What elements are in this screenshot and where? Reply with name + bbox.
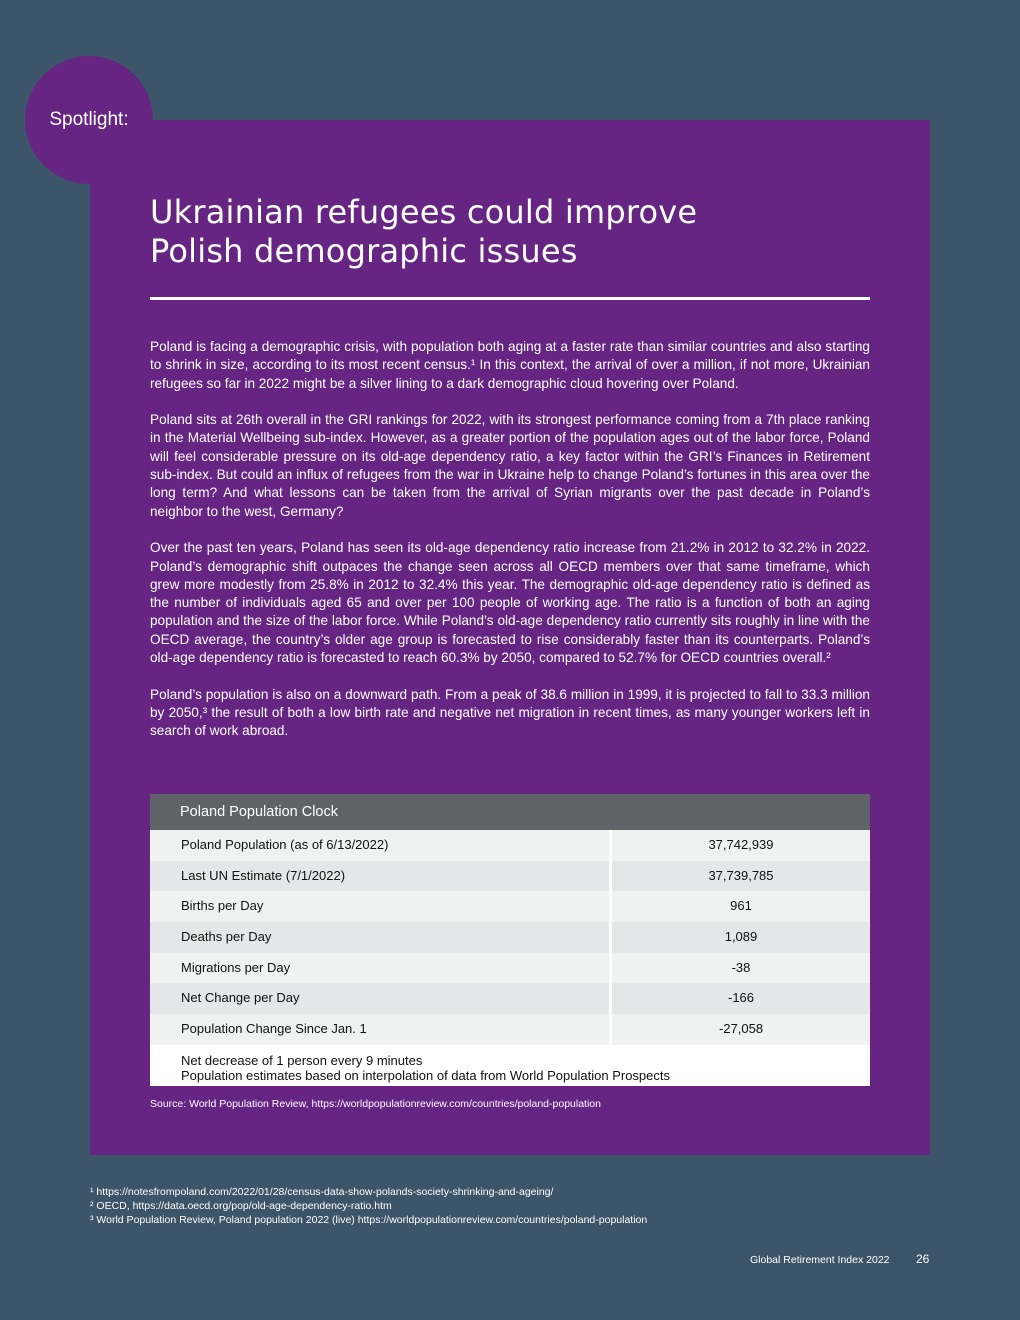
- row-value: 37,739,785: [609, 861, 870, 892]
- table-row: [150, 1014, 870, 1045]
- table-title: Poland Population Clock: [150, 794, 870, 830]
- spotlight-badge: [25, 56, 153, 184]
- publication-name: Global Retirement Index 2022: [750, 1254, 890, 1266]
- page-title: [150, 193, 870, 271]
- row-value: -38: [609, 953, 870, 984]
- row-label: Population Change Since Jan. 1: [181, 1021, 367, 1037]
- row-label: Last UN Estimate (7/1/2022): [181, 867, 346, 883]
- page-number: 26: [916, 1252, 930, 1266]
- row-value: 961: [609, 891, 870, 922]
- footnote: ¹ https://notesfrompoland.com/2022/01/28/census-data-show-polands-society-shrinking-and-ageing/: [90, 1186, 554, 1198]
- row-label: Births per Day: [181, 898, 264, 914]
- row-value: -27,058: [609, 1014, 870, 1045]
- population-clock-table: [150, 794, 870, 1086]
- footnotes: [90, 1185, 647, 1227]
- footnote: ³ World Population Review, Poland population 2022 (live) https://worldpopulationreview.com/countries/poland-population: [90, 1214, 648, 1226]
- footnote: ² OECD, https://data.oecd.org/pop/old-age-dependency-ratio.htm: [90, 1200, 392, 1212]
- table-note-line: Population estimates based on interpolation of data from World Population Prospects: [181, 1067, 670, 1083]
- paragraph: Poland sits at 26th overall in the GRI rankings for 2022, with its strongest performance coming from a 7th place ranking in the Material Wellbeing sub-index. However, as a greater portion of the population ages out of the labor force, Poland will feel considerable pressure on its old-age dependency ratio, a key factor within the GRI’s Finances in Retirement sub-index. But could an influx of refugees from the war in Ukraine help to change Poland’s fortunes in this area over the long term? And what lessons can be taken from the arrival of Syrian migrants over the past decade in Poland’s neighbor to the west, Germany?: [150, 412, 870, 519]
- paragraph: Over the past ten years, Poland has seen its old-age dependency ratio increase from 21.2% in 2012 to 32.2% in 2022. Poland’s demographic shift outpaces the change seen across all OECD members over that same timeframe, which grew more modestly from 25.8% in 2012 to 32.4% this year. The demographic old-age dependency ratio is defined as the number of individuals aged 65 and over per 100 people of working age. The ratio is a function of both an aging population and the size of the labor force. While Poland’s old-age dependency ratio currently sits roughly in line with the OECD average, the country’s older age group is forecasted to rise considerably faster than its counterparts. Poland’s old-age dependency ratio is forecasted to reach 60.3% by 2050, compared to 52.7% for OECD countries overall.²: [150, 540, 870, 666]
- table-note-line: Net decrease of 1 person every 9 minutes: [181, 1052, 423, 1068]
- title-line-1: Ukrainian refugees could improve: [150, 193, 698, 231]
- paragraph: Poland is facing a demographic crisis, with population both aging at a faster rate than similar countries and also starting to shrink in size, according to its most recent census.¹ In this context, the arrival of over a million, if not more, Ukrainian refugees so far in 2022 might be a silver lining to a dark demographic cloud hovering over Poland.: [150, 339, 870, 391]
- title-line-2: Polish demographic issues: [150, 232, 578, 270]
- table-row: [150, 953, 870, 984]
- table-row: [150, 891, 870, 922]
- row-value: 37,742,939: [609, 830, 870, 861]
- table-row: [150, 830, 870, 861]
- table-source: Source: World Population Review, https://worldpopulationreview.com/countries/poland-population: [150, 1098, 601, 1110]
- table-note: [150, 1045, 870, 1086]
- table-row: [150, 861, 870, 892]
- article-body: [150, 338, 870, 759]
- row-label: Net Change per Day: [181, 990, 300, 1006]
- paragraph: Poland’s population is also on a downward path. From a peak of 38.6 million in 1999, it is projected to fall to 33.3 million by 2050,³ the result of both a low birth rate and negative net migration in recent times, as many younger workers left in search of work abroad.: [150, 686, 870, 739]
- row-label: Migrations per Day: [181, 959, 291, 975]
- title-divider: [150, 297, 870, 300]
- row-value: 1,089: [609, 922, 870, 953]
- table-row: [150, 983, 870, 1014]
- row-value: -166: [609, 983, 870, 1014]
- row-label: Deaths per Day: [181, 929, 272, 945]
- table-row: [150, 922, 870, 953]
- spotlight-label: Spotlight:: [49, 109, 129, 130]
- row-label: Poland Population (as of 6/13/2022): [181, 837, 389, 852]
